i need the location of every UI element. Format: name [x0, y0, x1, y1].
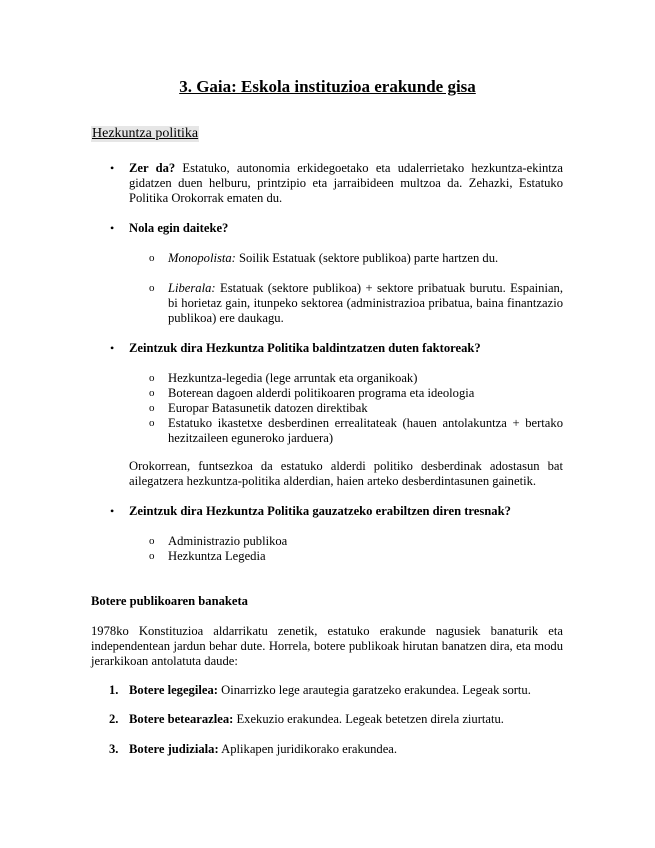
- power-item: [129, 712, 504, 727]
- sub-bullet-icon: o: [149, 402, 155, 414]
- power-item-term: Botere betearazlea:: [129, 712, 234, 726]
- power-item-term: Botere judiziala:: [129, 742, 219, 756]
- q2-item: [168, 251, 568, 266]
- list-number: 1.: [109, 683, 119, 697]
- q1-paragraph: [129, 161, 563, 206]
- power-item: [129, 683, 531, 698]
- q2-item-term: Liberala:: [168, 281, 216, 295]
- sub-bullet-icon: o: [149, 550, 155, 562]
- q1-label: Zer da?: [129, 161, 176, 175]
- power-item-term: Botere legegilea:: [129, 683, 218, 697]
- q2-item-text: Soilik Estatuak (sektore publikoa) parte hartzen du.: [239, 251, 499, 265]
- list-number: 2.: [109, 712, 119, 726]
- q4-item: Hezkuntza Legedia: [168, 549, 266, 563]
- page-title: 3. Gaia: Eskola instituzioa erakunde gisa: [179, 77, 476, 96]
- q2-item: [168, 281, 563, 326]
- q3-item: Estatuko ikastetxe desberdinen errealitateak (hauen antolakuntza + bertako hezitzaileen eguneroko jarduera): [168, 416, 563, 445]
- sub-bullet-icon: o: [149, 417, 155, 429]
- power-item: [129, 742, 397, 757]
- sub-bullet-icon: o: [149, 535, 155, 547]
- q2-label: [129, 221, 228, 236]
- q4-item: Administrazio publikoa: [168, 534, 288, 548]
- q3-label-text: Zeintzuk dira Hezkuntza Politika baldintzatzen duten faktoreak?: [129, 341, 481, 355]
- q2-item-text: Estatuak (sektore publikoa) + sektore pribatuak burutu. Espainian, bi horietaz gain, itunpeko sektorea (administrazioa pribatua, baina finantzazio publikoa) ere daukagu.: [168, 281, 563, 325]
- bullet-icon: •: [110, 221, 115, 235]
- q4-label-text: Zeintzuk dira Hezkuntza Politika gauzatzeko erabiltzen diren tresnak?: [129, 504, 511, 518]
- list-number: 3.: [109, 742, 119, 756]
- bullet-icon: •: [110, 504, 115, 518]
- q3-item: Boterean dagoen alderdi politikoaren programa eta ideologia: [168, 386, 475, 400]
- sub-bullet-icon: o: [149, 252, 155, 264]
- q1-text: Estatuko, autonomia erkidegoetako eta udalerrietako hezkuntza-ekintza gidatzen duen helburu, printzipio eta jarraibideen multzoa da. Zehazki, Estatuko Politika Orokorrak ematen du.: [129, 161, 563, 205]
- q3-label: [129, 341, 481, 356]
- section-heading: Hezkuntza politika: [92, 126, 199, 141]
- powers-heading-text: Botere publikoaren banaketa: [91, 594, 248, 608]
- q4-label: [129, 504, 511, 519]
- q3-item: Hezkuntza-legedia (lege arruntak eta organikoak): [168, 371, 418, 385]
- powers-intro: 1978ko Konstituzioa aldarrikatu zenetik, estatuko erakunde nagusiek banaturik eta independentean jardun behar dute. Horrela, botere publikoak hirutan banatzen dira, eta modu jerarkikoan antolatuta daude:: [91, 624, 563, 668]
- q2-label-text: Nola egin daiteke?: [129, 221, 229, 235]
- sub-bullet-icon: o: [149, 387, 155, 399]
- power-item-text: Exekuzio erakundea. Legeak betetzen direla ziurtatu.: [236, 712, 504, 726]
- q2-item-term: Monopolista:: [168, 251, 236, 265]
- bullet-icon: •: [110, 161, 115, 175]
- powers-heading: [91, 594, 248, 609]
- q3-summary: Orokorrean, funtsezkoa da estatuko alderdi politiko desberdinak adostasun bat ailegatzera hezkuntza-politika alderdian, haien arteko desberdintasunen gainetik.: [129, 459, 563, 488]
- bullet-icon: •: [110, 341, 115, 355]
- sub-bullet-icon: o: [149, 282, 155, 294]
- sub-bullet-icon: o: [149, 372, 155, 384]
- power-item-text: Aplikapen juridikorako erakundea.: [221, 742, 398, 756]
- power-item-text: Oinarrizko lege arautegia garatzeko erakundea. Legeak sortu.: [221, 683, 531, 697]
- q3-item: Europar Batasunetik datozen direktibak: [168, 401, 368, 415]
